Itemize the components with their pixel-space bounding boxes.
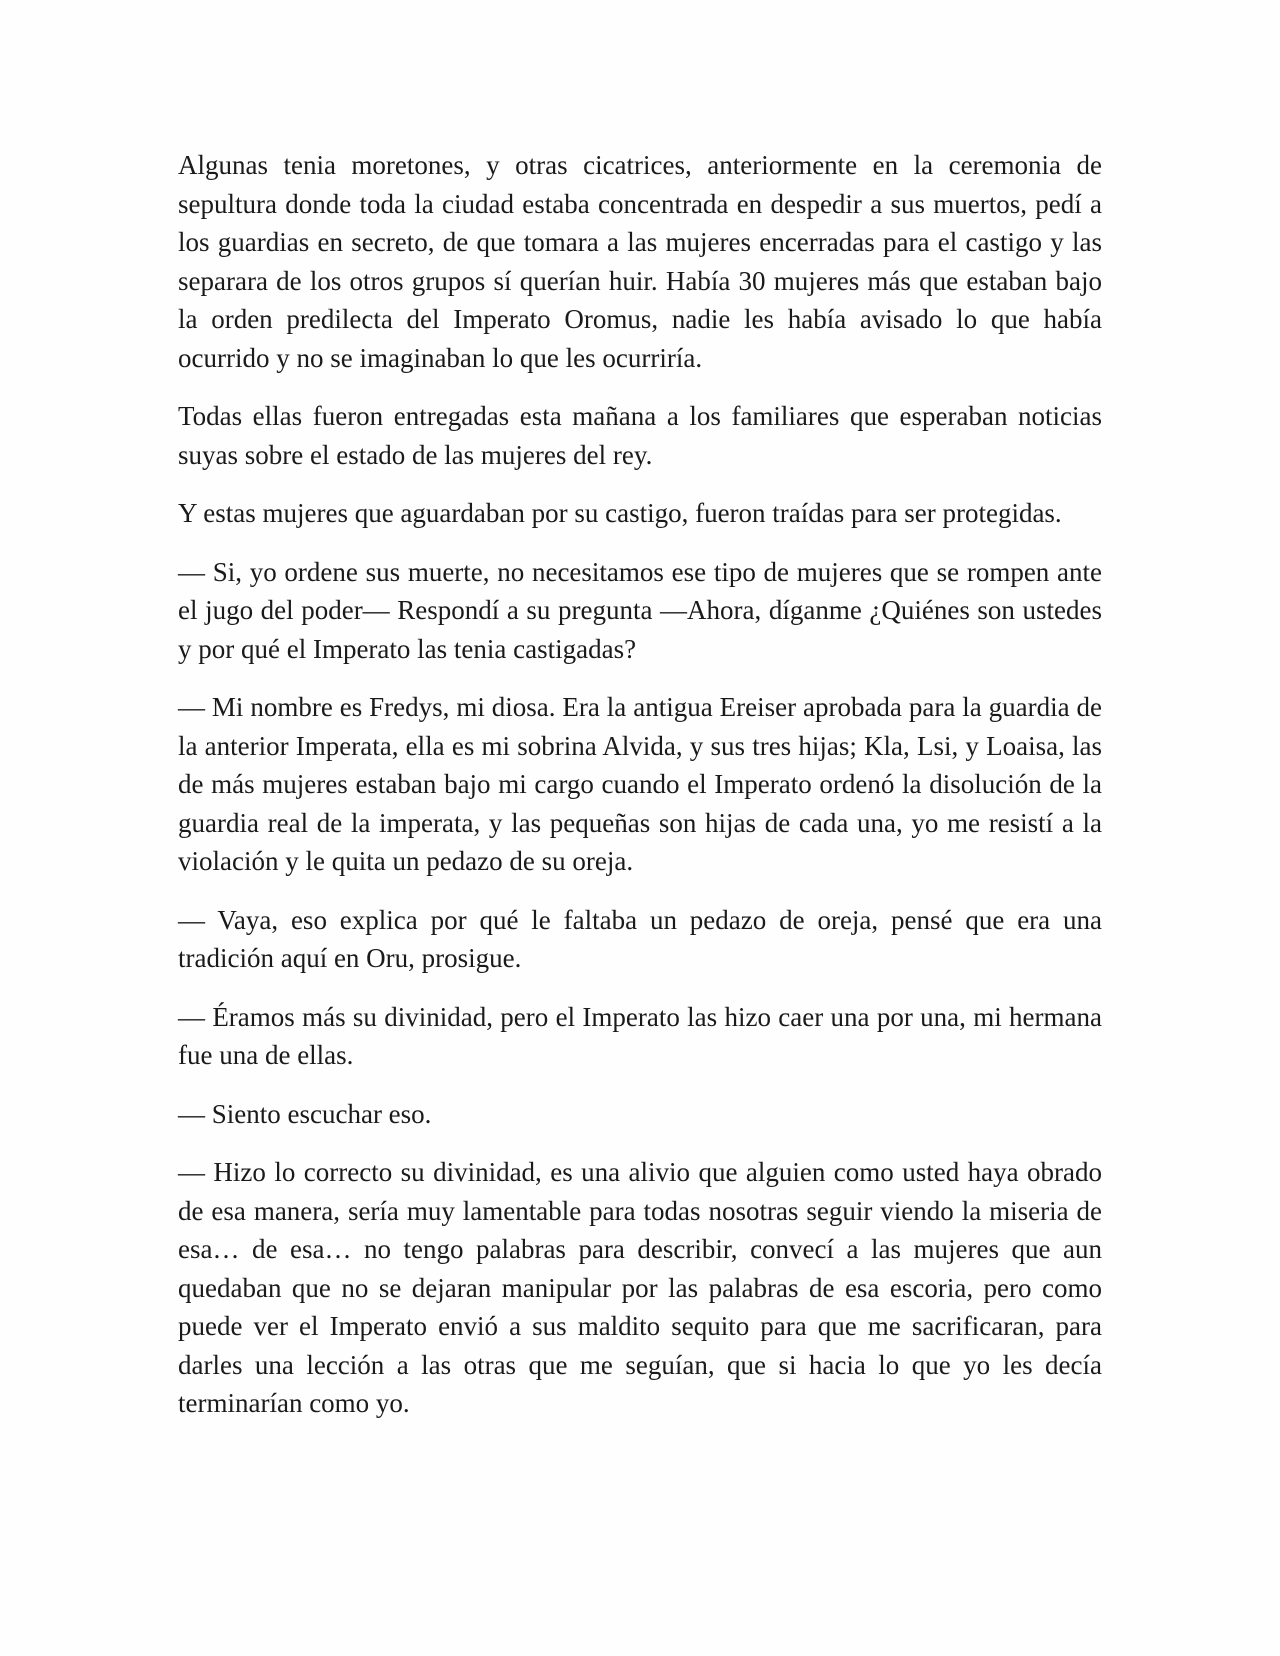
paragraph-9: — Hizo lo correcto su divinidad, es una alivio que alguien como usted haya obrado de esa manera, sería muy lamentable para todas nosotras seguir viendo la miseria de esa… de esa… no tengo palabras para describir, convecí a las mujeres que aun quedaban que no se dejaran manipular por las palabras de esa escoria, pero como puede ver el Imperato envió a sus maldito sequito para que me sacrificaran, para darles una lección a las otras que me seguían, que si hacia lo que yo les decía terminarían como yo. xyxy=(178,1157,1102,1418)
body-text xyxy=(178,146,1102,1443)
paragraph-2: Todas ellas fueron entregadas esta mañana a los familiares que esperaban noticias suyas sobre el estado de las mujeres del rey. xyxy=(178,401,1102,470)
paragraph-1: Algunas tenia moretones, y otras cicatrices, anteriormente en la ceremonia de sepultura donde toda la ciudad estaba concentrada en despedir a sus muertos, pedí a los guardias en secreto, de que tomara a las mujeres encerradas para el castigo y las separara de los otros grupos sí querían huir. Había 30 mujeres más que estaban bajo la orden predilecta del Imperato Oromus, nadie les había avisado lo que había ocurrido y no se imaginaban lo que les ocurriría. xyxy=(178,150,1102,373)
paragraph-8: — Siento escuchar eso. xyxy=(178,1098,432,1129)
paragraph-5: — Mi nombre es Fredys, mi diosa. Era la antigua Ereiser aprobada para la guardia de la anterior Imperata, ella es mi sobrina Alvida, y sus tres hijas; Kla, Lsi, y Loaisa, las de más mujeres estaban bajo mi cargo cuando el Imperato ordenó la disolución de la guardia real de la imperata, y las pequeñas son hijas de cada una, yo me resistí a la violación y le quita un pedazo de su oreja. xyxy=(178,692,1102,876)
paragraph-6: — Vaya, eso explica por qué le faltaba un pedazo de oreja, pensé que era una tradición aquí en Oru, prosigue. xyxy=(178,904,1102,973)
paragraph-4: — Si, yo ordene sus muerte, no necesitamos ese tipo de mujeres que se rompen ante el jugo del poder— Respondí a su pregunta —Ahora, díganme ¿Quiénes son ustedes y por qué el Imperato las tenia castigadas? xyxy=(178,556,1102,664)
paragraph-7: — Éramos más su divinidad, pero el Imperato las hizo caer una por una, mi hermana fue una de ellas. xyxy=(178,1001,1102,1070)
paragraph-3: Y estas mujeres que aguardaban por su castigo, fueron traídas para ser protegidas. xyxy=(178,498,1062,528)
